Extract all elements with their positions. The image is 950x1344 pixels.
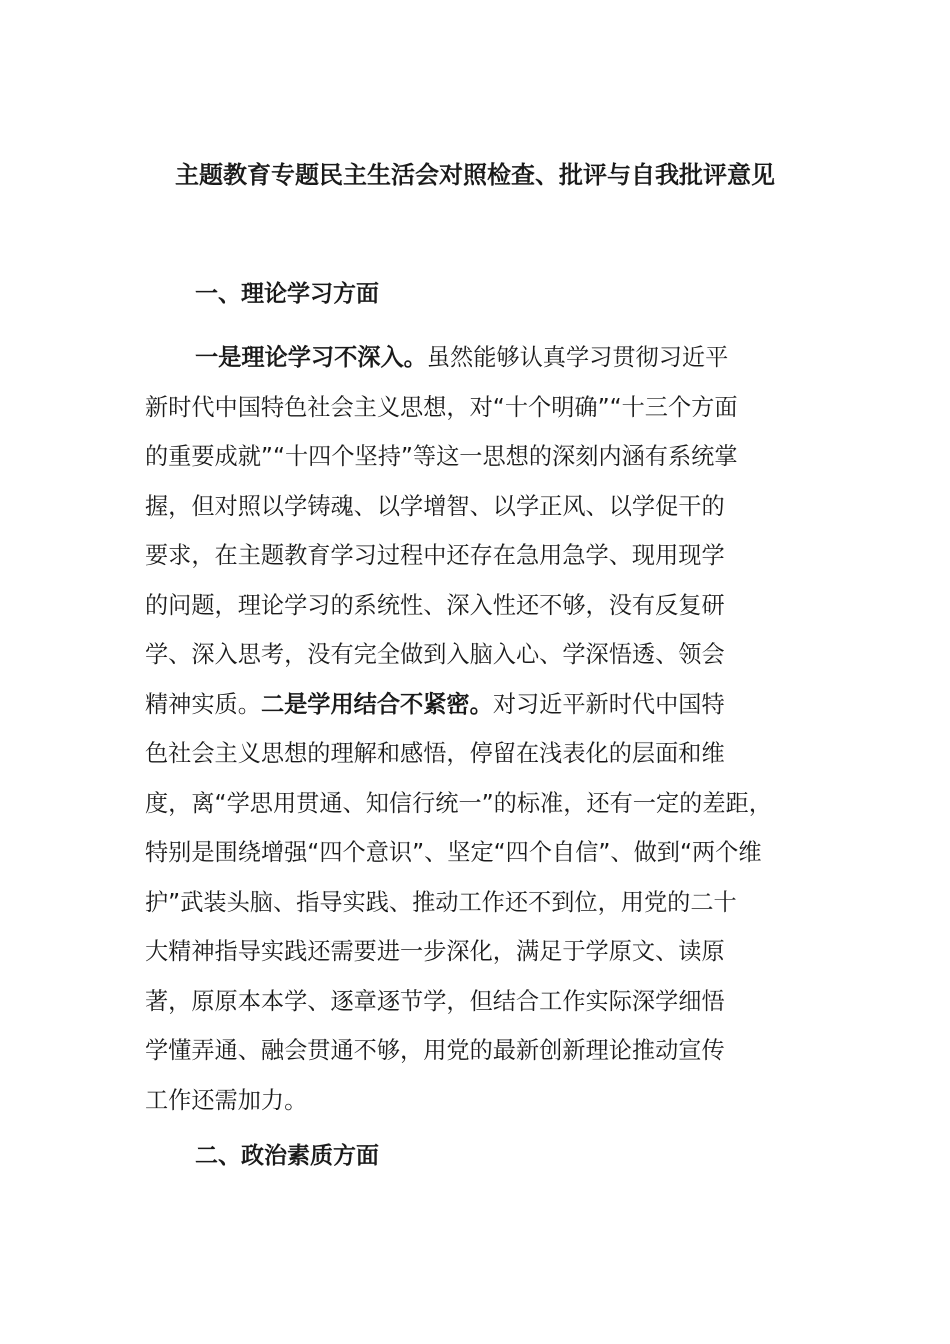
paragraph-line [145, 680, 805, 730]
paragraph-line: 的重要成就”“十四个坚持”等这一思想的深刻内涵有系统掌 [145, 443, 738, 470]
paragraph-line: 学、深入思考，没有完全做到入脑入心、学深悟透、领会 [145, 641, 725, 668]
paragraph-line: 色社会主义思想的理解和感悟，停留在浅表化的层面和维 [145, 740, 725, 767]
paragraph-line: 特别是围绕增强“四个意识”、坚定“四个自信”、做到“两个维 [145, 839, 762, 866]
paragraph-line: 要求，在主题教育学习过程中还存在急用急学、现用现学 [145, 542, 725, 569]
section-heading-theory: 一、理论学习方面 [195, 281, 379, 307]
bold-lead: 二是学用结合不紧密。 [260, 690, 493, 718]
document-title: 主题教育专题民主生活会对照检查、批评与自我批评意见 [175, 161, 775, 189]
paragraph-line [145, 333, 805, 383]
paragraph-line: 新时代中国特色社会主义思想，对“十个明确”“十三个方面 [145, 393, 738, 421]
paragraph-line: 的问题，理论学习的系统性、深入性还不够，没有反复研 [145, 591, 725, 619]
line-text: 对习近平新时代中国特 [492, 690, 725, 718]
section-body-theory [145, 333, 805, 1125]
paragraph-line: 握，但对照以学铸魂、以学增智、以学正风、以学促干的 [145, 492, 725, 520]
bold-lead: 一是理论学习不深入。 [195, 344, 427, 371]
paragraph-line: 大精神指导实践还需要进一步深化，满足于学原文、读原 [145, 938, 725, 965]
paragraph-line: 护”武装头脑、指导实践、推动工作还不到位，用党的二十 [145, 888, 737, 916]
section-heading-politics: 二、政治素质方面 [195, 1143, 379, 1169]
paragraph-line: 度，离“学思用贯通、知信行统一”的标准，还有一定的差距， [145, 789, 772, 817]
paragraph-line: 学懂弄通、融会贯通不够，用党的最新创新理论推动宣传 [145, 1037, 725, 1064]
paragraph-line: 著，原原本本学、逐章逐节学，但结合工作实际深学细悟 [145, 987, 725, 1015]
line-text: 精神实质。 [145, 690, 261, 718]
paragraph-line: 工作还需加力。 [145, 1086, 308, 1114]
line-text: 虽然能够认真学习贯彻习近平 [426, 344, 729, 371]
